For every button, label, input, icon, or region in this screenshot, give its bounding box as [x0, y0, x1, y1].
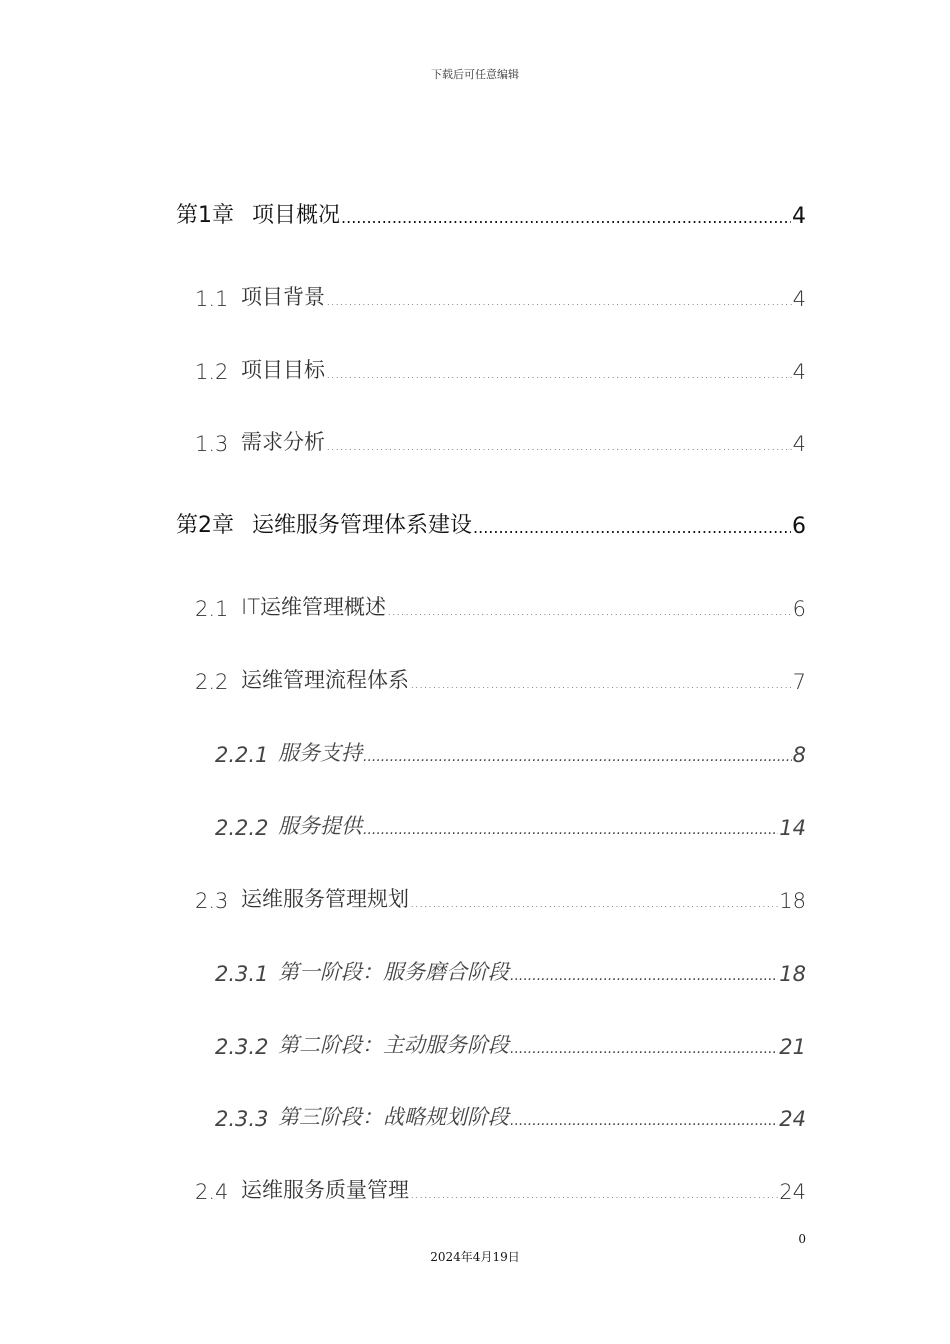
header-note: 下载后可任意编辑	[431, 68, 519, 81]
toc-dot-leader	[410, 889, 778, 913]
toc-entry-page: 7	[792, 670, 806, 694]
toc-entry-title: 项目背景	[241, 285, 325, 309]
toc-entry[interactable]	[176, 279, 806, 311]
toc-entry-title: 第三阶段：战略规划阶段	[278, 1105, 509, 1129]
toc-dot-leader	[363, 743, 792, 767]
toc-entry[interactable]	[176, 1099, 806, 1131]
toc-dot-leader	[510, 1107, 778, 1131]
toc-entry-page: 8	[792, 743, 806, 767]
toc-dot-leader	[410, 670, 792, 694]
toc-entry-title: 运维服务管理规划	[241, 887, 409, 911]
toc-entry[interactable]	[176, 352, 806, 384]
toc-entry[interactable]	[176, 954, 806, 986]
toc-entry-number: 1.2	[195, 360, 229, 384]
toc-entry[interactable]	[176, 662, 806, 694]
toc-entry[interactable]	[176, 735, 806, 767]
toc-entry[interactable]	[176, 1172, 806, 1204]
toc-dot-leader	[410, 1180, 778, 1204]
toc-entry-page: 4	[792, 287, 806, 311]
toc-entry[interactable]	[176, 197, 806, 229]
toc-entry-title: 运维管理流程体系	[241, 668, 409, 692]
toc-dot-leader	[510, 1035, 778, 1059]
toc-entry-title: 服务支持	[278, 741, 362, 765]
toc-entry-number: 2.4	[195, 1180, 229, 1204]
toc-entry-number: 2.3	[195, 889, 229, 913]
toc-entry[interactable]	[176, 881, 806, 913]
toc-entry-number: 2.1	[195, 597, 229, 621]
toc-entry-page: 14	[779, 816, 806, 840]
toc-entry-number: 1.1	[195, 287, 229, 311]
toc-entry-number: 2.3.3	[215, 1107, 269, 1131]
toc-dot-leader	[510, 962, 778, 986]
footer-date: 2024年4月19日	[430, 1250, 520, 1264]
toc-entry-number: 2.3.1	[215, 962, 269, 986]
toc-entry-page: 24	[779, 1107, 806, 1131]
toc-entry-page: 4	[792, 432, 806, 456]
toc-dot-leader	[326, 360, 792, 384]
toc-entry-number: 2.3.2	[215, 1035, 269, 1059]
toc-entry-title: 第一阶段：服务磨合阶段	[278, 960, 509, 984]
toc-entry-title: 第二阶段：主动服务阶段	[278, 1033, 509, 1057]
toc-entry-title: IT运维管理概述	[241, 595, 387, 619]
toc-dot-leader	[387, 597, 792, 621]
toc-entry-page: 18	[779, 962, 806, 986]
toc-entry[interactable]	[176, 424, 806, 456]
toc-entry-number: 2.2	[195, 670, 229, 694]
toc-entry-page: 24	[779, 1180, 806, 1204]
toc-entry-number: 1.3	[195, 432, 229, 456]
toc-entry-page: 4	[792, 360, 806, 384]
toc-entry-number: 2.2.2	[215, 816, 269, 840]
toc-dot-leader	[341, 205, 791, 229]
toc-entry-title: 项目概况	[252, 203, 341, 228]
toc-entry[interactable]	[176, 589, 806, 621]
toc-dot-leader	[473, 515, 791, 539]
toc-entry-page: 4	[792, 204, 806, 229]
toc-entry-page: 6	[792, 514, 806, 539]
toc-entry[interactable]	[176, 1027, 806, 1059]
toc-entry-title: 运维服务质量管理	[241, 1178, 409, 1202]
toc-entry-title: 项目目标	[241, 358, 325, 382]
toc-entry-number: 第1章	[176, 203, 234, 228]
toc-entry-title: 服务提供	[278, 814, 362, 838]
toc-entry-number: 2.2.1	[215, 743, 269, 767]
toc-entry[interactable]	[176, 507, 806, 539]
toc-entry-page: 18	[779, 889, 806, 913]
toc-entry-number: 第2章	[176, 513, 234, 538]
toc-dot-leader	[326, 432, 792, 456]
toc-dot-leader	[326, 287, 792, 311]
toc-entry-title: 运维服务管理体系建设	[252, 513, 473, 538]
page-number: 0	[798, 1232, 806, 1246]
toc-entry-page: 21	[779, 1035, 806, 1059]
toc-entry-page: 6	[792, 597, 806, 621]
toc-entry[interactable]	[176, 808, 806, 840]
toc-dot-leader	[363, 816, 778, 840]
toc-entry-title: 需求分析	[241, 430, 325, 454]
